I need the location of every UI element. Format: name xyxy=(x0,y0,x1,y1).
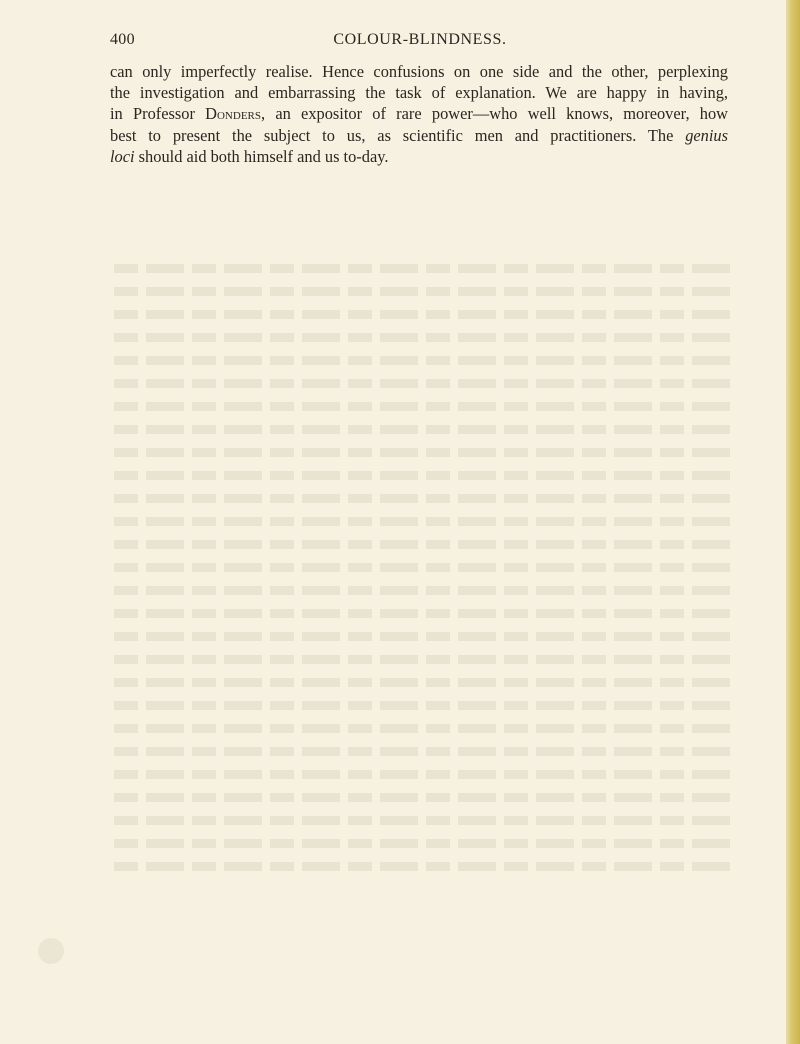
body-line-5 xyxy=(110,146,728,167)
page-number: 400 xyxy=(110,31,135,48)
body-line-3-end: , an expositor of rare power—who well knows, moreover, how xyxy=(261,104,729,124)
body-line-3-start: in Professor xyxy=(110,104,206,124)
body-paragraph xyxy=(110,61,728,167)
name-donders: Donders xyxy=(205,104,261,124)
show-through-reverse-side xyxy=(110,225,730,905)
body-line-5-end: should aid both himself and us to-day. xyxy=(134,146,389,166)
italic-loci: loci xyxy=(110,146,135,166)
body-line-1: can only imperfectly realise. Hence confusions on one side and the other, perplexing xyxy=(110,62,728,81)
show-through-heading xyxy=(110,225,730,248)
body-line-4-start: best to present the subject to us, as scientific men and practitioners. The xyxy=(110,125,686,145)
italic-genius: genius xyxy=(685,125,728,145)
paper-blemish xyxy=(38,938,64,964)
body-line-2: the investigation and embarrassing the task of explanation. We are happy in having, xyxy=(110,83,728,103)
running-head xyxy=(110,31,730,53)
running-title: COLOUR-BLINDNESS. xyxy=(333,31,507,48)
body-line-3 xyxy=(110,103,728,124)
body-line-4 xyxy=(110,125,728,146)
page-edge xyxy=(786,0,800,1044)
